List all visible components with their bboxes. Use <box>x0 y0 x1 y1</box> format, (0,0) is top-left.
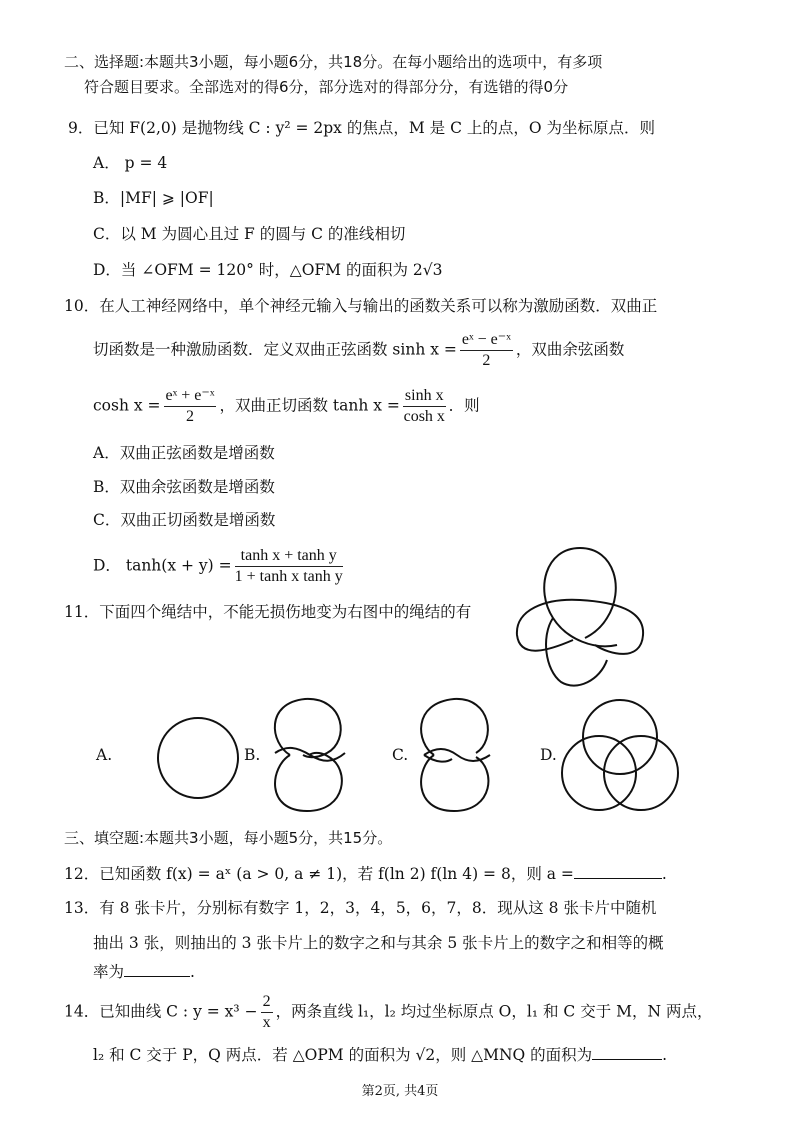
q10-line2-pre: 切函数是一种激励函数．定义双曲正弦函数 sinh x = <box>93 340 457 359</box>
q14-line2-text: l₂ 和 C 交于 P，Q 两点．若 △OPM 的面积为 √2，则 △MNQ 的面积为 <box>93 1046 593 1064</box>
q10-option-b: B．双曲余弦函数是增函数 <box>93 478 275 496</box>
q14-stem-pre: 14．已知曲线 C : y = x³ − <box>64 1002 258 1021</box>
q10-option-a: A．双曲正弦函数是增函数 <box>93 444 275 462</box>
tanh-denominator: cosh x <box>403 408 445 425</box>
tanh-sum-numerator: tanh x + tanh y <box>235 546 343 567</box>
q11-label-a: A. <box>96 746 113 764</box>
sinh-denominator: 2 <box>482 352 491 369</box>
q12-stem: 12．已知函数 f(x) = aˣ (a > 0, a ≠ 1)，若 f(ln 2) f(ln 4) = 8，则 a = <box>64 865 574 883</box>
q14-fraction-denominator: x <box>262 1014 271 1031</box>
knot-a-circle <box>150 710 250 810</box>
q14-fraction <box>261 992 273 1033</box>
q14-end: . <box>662 1046 668 1064</box>
cosh-denominator: 2 <box>186 408 194 425</box>
knot-b-twisted-loops <box>265 693 355 818</box>
q13-end: . <box>190 963 195 981</box>
q10-line2-post: ，双曲余弦函数 <box>515 340 625 359</box>
knot-c-twisted-loops <box>412 693 502 818</box>
sinh-numerator: eˣ − e⁻ˣ <box>460 330 513 351</box>
q13-line3-text: 率为 <box>93 963 125 981</box>
q14-stem-post: ，两条直线 l₁，l₂ 均过坐标原点 O，l₁ 和 C 交于 M，N 两点， <box>275 1002 713 1021</box>
q11-label-b: B. <box>244 746 261 764</box>
q12-answer-blank[interactable] <box>574 864 662 879</box>
q14-fraction-numerator: 2 <box>261 992 273 1013</box>
q11-label-d: D. <box>540 746 557 764</box>
cosh-fraction <box>164 386 217 427</box>
page-footer: 第2页, 共4页 <box>361 1084 439 1099</box>
q10-line3-post: ．则 <box>448 396 480 415</box>
q10-line3 <box>93 386 480 427</box>
q13-line2: 抽出 3 张，则抽出的 3 张卡片上的数字之和与其余 5 张卡片上的数字之和相等的概 <box>93 934 664 952</box>
tanh-fraction <box>403 386 446 427</box>
q13-line1: 13．有 8 张卡片，分别标有数字 1，2，3，4，5，6，7，8．现从这 8 张卡片中随机 <box>64 899 657 917</box>
q9-option-a: A． p = 4 <box>93 154 168 172</box>
q14-line1 <box>64 992 713 1033</box>
knot-d-three-circles <box>555 695 685 820</box>
cosh-numerator: eˣ + e⁻ˣ <box>164 386 217 407</box>
sinh-fraction <box>460 330 513 371</box>
q10-option-c: C．双曲正切函数是增函数 <box>93 511 276 529</box>
q10-line2 <box>93 330 624 371</box>
q9-option-d: D．当 ∠OFM = 120° 时，△OFM 的面积为 2√3 <box>93 261 443 279</box>
q14-line2 <box>93 1045 667 1065</box>
tanh-sum-fraction <box>235 546 343 587</box>
q10-line3-mid: ，双曲正切函数 tanh x = <box>219 396 400 415</box>
q10-line1: 10．在人工神经网络中，单个神经元输入与输出的函数关系可以称为激励函数．双曲正 <box>64 297 658 315</box>
q12-text <box>64 864 667 884</box>
q10-option-d-label: D． tanh(x + y) = <box>93 556 232 575</box>
q11-stem: 11．下面四个绳结中，不能无损伤地变为右图中的绳结的有 <box>64 603 472 621</box>
q12-end: . <box>661 865 667 883</box>
tanh-numerator: sinh x <box>403 386 446 407</box>
section3-heading: 三、填空题:本题共3小题，每小题5分，共15分。 <box>64 829 393 847</box>
q13-line3 <box>93 962 195 982</box>
section2-heading-line1: 二、选择题:本题共3小题，每小题6分，共18分。在每小题给出的选项中，有多项 <box>64 53 603 71</box>
trefoil-knot-figure <box>505 540 655 700</box>
q9-stem: 9．已知 F(2,0) 是抛物线 C : y² = 2px 的焦点，M 是 C 上的点，O 为坐标原点．则 <box>68 119 655 137</box>
q10-option-d <box>93 546 346 587</box>
q13-answer-blank[interactable] <box>124 962 190 977</box>
tanh-sum-denominator: 1 + tanh x tanh y <box>234 568 343 585</box>
q9-option-c: C．以 M 为圆心且过 F 的圆与 C 的准线相切 <box>93 225 406 243</box>
cosh-label: cosh x = <box>93 396 161 415</box>
q9-option-b: B．|MF| ⩾ |OF| <box>93 189 214 207</box>
q11-label-c: C. <box>392 746 409 764</box>
section2-heading-line2: 符合题目要求。全部选对的得6分，部分选对的得部分分，有选错的得0分 <box>84 78 569 96</box>
q14-answer-blank[interactable] <box>592 1045 662 1060</box>
